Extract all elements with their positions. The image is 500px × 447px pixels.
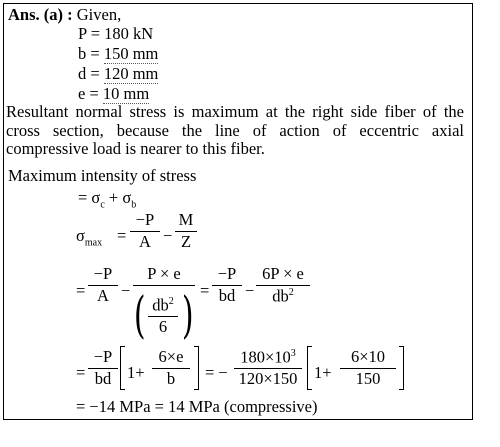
- intensity-label: Maximum intensity of stress: [8, 166, 197, 185]
- answer-label: Ans. (a) :: [8, 5, 73, 24]
- eq4-left-bracket-2: [307, 346, 312, 390]
- eq1-sub-c: c: [100, 199, 105, 211]
- given-e: [78, 86, 149, 103]
- given-e-eq: =: [85, 84, 103, 103]
- eq4-right-bracket-2: [399, 346, 404, 390]
- eq3-minus-2: −: [245, 281, 255, 300]
- given-b-eq: =: [86, 44, 104, 63]
- eq4-equals-2: = −: [205, 363, 228, 382]
- eq4-fraction-3: [234, 349, 302, 388]
- given-d-eq: =: [86, 64, 104, 83]
- eq2-fraction-1: [130, 212, 160, 250]
- given-b-symbol: b: [78, 44, 87, 63]
- eq3-right-paren: ): [181, 286, 194, 344]
- eq1-sigma-b: + σ: [104, 188, 132, 207]
- given-d: [78, 66, 158, 83]
- eq1-sigma-c: = σ: [78, 188, 101, 207]
- given-p-eq: =: [86, 24, 105, 43]
- given-p-value: 180 kN: [104, 24, 154, 43]
- eq3-minus: −: [121, 281, 131, 300]
- eq2-sigma: σ: [76, 226, 85, 245]
- eq3-den-3: bd: [218, 285, 236, 305]
- eq4-num-1: −P: [93, 347, 113, 366]
- eq3-inner-fraction: [148, 297, 178, 336]
- eq3-inner-den: 6: [158, 317, 168, 336]
- given-e-value: 10 mm: [102, 84, 150, 103]
- eq4-den-3: 120×150: [238, 369, 298, 388]
- eq2-num-2: M: [178, 210, 194, 229]
- eq4-num-3-sup: 3: [290, 348, 296, 359]
- eq3-inner-num: db: [152, 295, 169, 315]
- given-d-symbol: d: [78, 64, 87, 83]
- eq3-den-1: A: [97, 285, 109, 305]
- eq2-den-2: Z: [180, 231, 192, 251]
- eq3-num-1: −P: [93, 264, 113, 283]
- eq3-equals-2: =: [200, 281, 210, 300]
- eq4-fraction-1: [88, 349, 118, 387]
- eq3-den-4-sup: 2: [288, 286, 294, 298]
- result-line: = −14 MPa = 14 MPa (compressive): [76, 397, 318, 416]
- eq3-num-4: 6P × e: [262, 264, 304, 283]
- given-label: Given,: [76, 5, 122, 24]
- eq3-inner-sup: 2: [168, 296, 174, 307]
- answer-heading: [8, 7, 121, 24]
- eq4-den-2: b: [166, 368, 176, 388]
- eq4-equals: =: [76, 363, 86, 382]
- eq3-num-2: P × e: [147, 264, 181, 283]
- eq2-sub-max: max: [84, 237, 103, 249]
- given-p-symbol: P: [78, 24, 87, 43]
- eq4-num-3: 180×10: [240, 347, 291, 367]
- eq3-fraction-4: [256, 266, 310, 305]
- eq2-fraction-2: [175, 212, 197, 250]
- given-b-value: 150 mm: [103, 44, 159, 63]
- eq4-num-4: 6×10: [350, 347, 386, 366]
- eq2-den-1: A: [139, 231, 151, 251]
- explanation-paragraph: Resultant normal stress is maximum at the right side fiber of the cross section, because the line of action of eccentric axial compressive load is nearer to this fiber.: [6, 102, 464, 158]
- eq4-left-bracket-1: [120, 346, 125, 390]
- eq2-minus: −: [163, 226, 173, 245]
- equation-1: [78, 190, 136, 210]
- eq3-den-4: db: [272, 286, 289, 305]
- eq3-num-3: −P: [217, 264, 237, 283]
- eq3-fraction-2: [133, 266, 195, 288]
- eq4-den-4: 150: [355, 368, 381, 388]
- eq1-sub-b: b: [131, 199, 137, 211]
- eq3-fraction-1: [88, 266, 118, 304]
- given-b: [78, 46, 158, 63]
- eq4-right-bracket-1: [194, 346, 199, 390]
- given-d-value: 120 mm: [103, 64, 159, 83]
- eq4-num-2: 6×e: [158, 347, 184, 366]
- eq4-one-2: 1+: [314, 363, 332, 382]
- eq2-lhs: [76, 228, 102, 248]
- eq3-equals: =: [76, 281, 86, 300]
- eq2-equals: =: [117, 226, 127, 245]
- eq4-den-1: bd: [94, 368, 112, 388]
- eq4-fraction-4: [340, 349, 396, 387]
- eq3-fraction-3: [212, 266, 242, 304]
- eq3-left-paren: (: [133, 286, 146, 344]
- given-e-symbol: e: [78, 84, 86, 103]
- given-p: [78, 26, 153, 43]
- eq2-num-1: −P: [135, 210, 155, 229]
- eq4-one: 1+: [127, 363, 145, 382]
- eq4-fraction-2: [152, 349, 190, 387]
